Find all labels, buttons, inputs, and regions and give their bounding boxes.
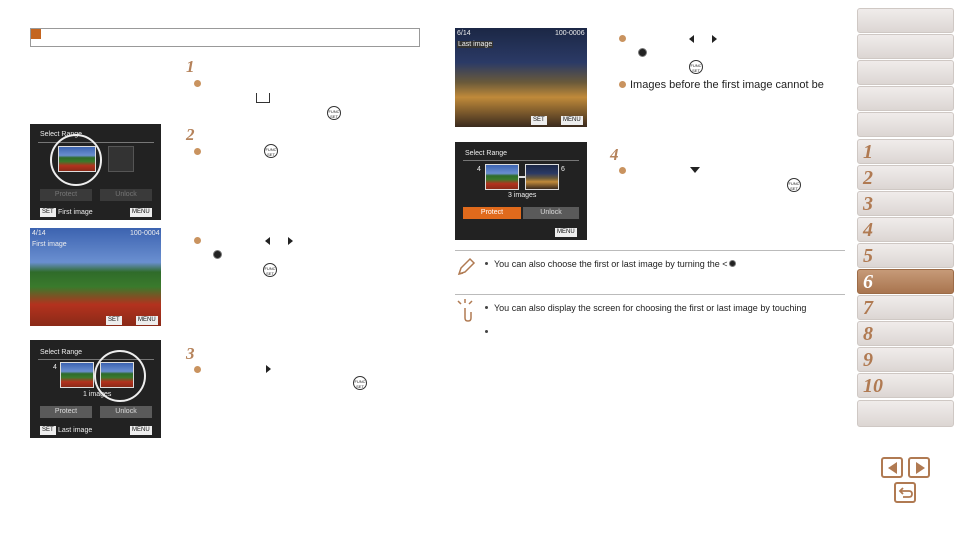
right-arrow-icon: [712, 35, 717, 43]
set-tag: SET: [42, 209, 54, 215]
nav-chapter-2-label: 2: [863, 167, 873, 189]
nav-chapter-6-label: 6: [863, 271, 873, 293]
first-image-thumbnail: [485, 164, 519, 190]
unlock-button: Unlock: [523, 207, 579, 219]
nav-tab-guide[interactable]: [857, 112, 954, 137]
note-images-before: Images before the first image cannot be: [630, 79, 824, 91]
next-arrow-icon: [916, 462, 925, 474]
book-reference-icon: [256, 93, 270, 103]
step-3-number: 3: [186, 344, 195, 363]
step-1-bullet: [194, 80, 201, 87]
screen-title: Select Range: [40, 131, 83, 138]
prev-arrow-icon: [888, 462, 897, 474]
left-arrow-icon: [689, 35, 694, 43]
func-set-button-icon: [353, 376, 367, 390]
func-set-label: FUNC SET: [788, 181, 800, 191]
nav-chapter-4-label: 4: [863, 219, 873, 241]
first-image-playback-screen: [30, 228, 161, 326]
screen-divider: [463, 160, 579, 161]
highlight-circle: [50, 134, 102, 186]
step-4-bullet: [619, 167, 626, 174]
screen-caption: Last image: [58, 427, 93, 434]
nav-chapter-5-label: 5: [863, 245, 873, 267]
screen-caption: First image: [58, 209, 93, 216]
func-set-label: FUNC SET: [264, 266, 276, 276]
unlock-button: Unlock: [100, 189, 152, 201]
nav-chapter-7-label: 7: [863, 297, 873, 319]
step-1-number: 1: [186, 57, 195, 76]
right-arrow-icon: [266, 365, 271, 373]
func-set-button-icon: [689, 60, 703, 74]
down-arrow-icon: [690, 167, 700, 173]
step-2-bullet: [194, 148, 201, 155]
file-number: 100-0006: [555, 30, 585, 37]
nav-chapter-1-label: 1: [863, 141, 873, 163]
menu-tag: MENU: [557, 229, 575, 235]
func-set-button-icon: [787, 178, 801, 192]
step-3b-bullet: [619, 35, 626, 42]
image-count: 1 images: [83, 391, 112, 398]
menu-tag: MENU: [563, 117, 581, 123]
select-range-screen-protect: [455, 142, 587, 240]
nav-chapter-9-label: 9: [863, 349, 873, 371]
left-image-number: 4: [53, 364, 57, 371]
step-2b-bullet: [194, 237, 201, 244]
select-range-screen-last: [30, 340, 161, 438]
nav-tab-advanced[interactable]: [857, 86, 954, 111]
left-image-number: 4: [477, 166, 481, 173]
func-set-label: FUNC SET: [690, 63, 702, 73]
step-4-number: 4: [610, 145, 619, 164]
unlock-button: Unlock: [100, 406, 152, 418]
control-dial-icon: [729, 260, 736, 267]
prev-page-button[interactable]: [881, 457, 903, 478]
nav-chapter-10-label: 10: [863, 375, 883, 397]
note-dot: [485, 330, 488, 333]
nav-tab-basic[interactable]: [857, 60, 954, 85]
next-page-button[interactable]: [908, 457, 930, 478]
nav-chapter-3-label: 3: [863, 193, 873, 215]
last-image-thumbnail: [525, 164, 559, 190]
protect-button: Protect: [463, 207, 521, 219]
right-image-number: 6: [561, 166, 565, 173]
image-counter: 4/14: [32, 230, 46, 237]
set-tag: SET: [533, 117, 545, 123]
protect-button: Protect: [40, 406, 92, 418]
image-counter: 6/14: [457, 30, 471, 37]
left-arrow-icon: [265, 237, 270, 245]
step-2-number: 2: [186, 125, 195, 144]
screen-caption: Last image: [458, 41, 493, 48]
protect-button: Protect: [40, 189, 92, 201]
note-dot: [485, 262, 488, 265]
back-button[interactable]: [894, 482, 916, 503]
menu-tag: MENU: [138, 317, 156, 323]
file-number: 100-0004: [130, 230, 160, 237]
func-set-label: FUNC SET: [354, 379, 366, 389]
first-image-thumbnail: [60, 362, 94, 388]
screen-title: Select Range: [40, 349, 83, 356]
func-set-label: FUNC SET: [265, 147, 277, 157]
note-dot: [485, 306, 488, 309]
func-set-button-icon: [264, 144, 278, 158]
note-dial-text: [494, 258, 736, 271]
note-bullet: [619, 81, 626, 88]
menu-tag: MENU: [132, 427, 150, 433]
note-dial-label: You can also choose the first or last image by turning the <: [494, 259, 728, 269]
note-separator-bottom: [455, 294, 845, 295]
section-header-bar: [30, 28, 420, 47]
set-tag: SET: [108, 317, 120, 323]
section-marker: [31, 29, 41, 39]
nav-tab-index[interactable]: [857, 400, 954, 427]
control-dial-icon: [213, 250, 222, 259]
nav-chapter-8-label: 8: [863, 323, 873, 345]
screen-title: Select Range: [465, 150, 508, 157]
select-range-screen-first: [30, 124, 161, 220]
func-set-label: FUNC SET: [328, 109, 340, 119]
nav-tab-cover[interactable]: [857, 8, 954, 33]
right-arrow-icon: [288, 237, 293, 245]
touch-icon: [455, 298, 479, 322]
func-set-button-icon: [263, 263, 277, 277]
return-icon: [898, 486, 914, 500]
empty-thumbnail-slot: [108, 146, 134, 172]
note-separator-top: [455, 250, 845, 251]
set-tag: SET: [42, 427, 54, 433]
screen-caption: First image: [32, 241, 67, 248]
step-3-bullet: [194, 366, 201, 373]
image-count: 3 images: [508, 192, 537, 199]
pencil-note-icon: [455, 256, 477, 278]
note-touch-text: You can also display the screen for choosing the first or last image by touching: [494, 303, 807, 313]
menu-tag: MENU: [132, 209, 150, 215]
control-dial-icon: [638, 48, 647, 57]
func-set-button-icon: [327, 106, 341, 120]
nav-tab-contents[interactable]: [857, 34, 954, 59]
last-image-playback-screen: [455, 28, 587, 127]
